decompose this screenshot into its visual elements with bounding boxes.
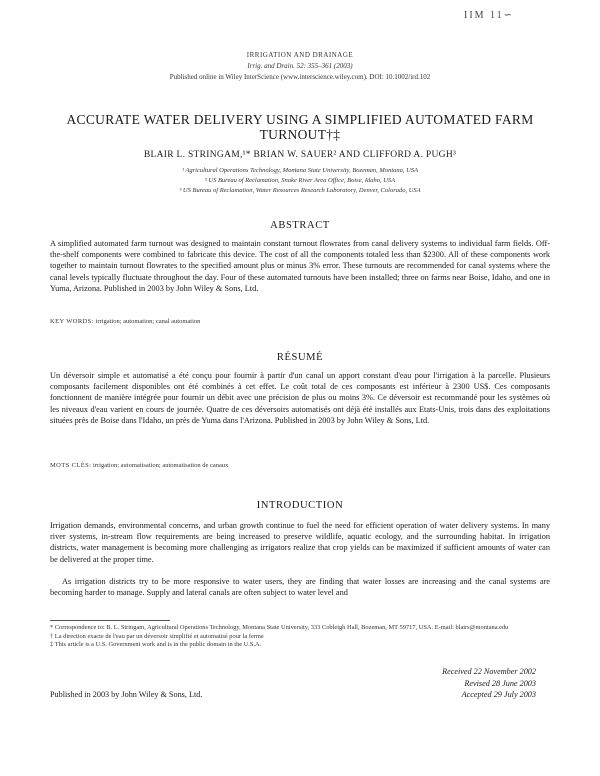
- footnote-double-dagger: ‡ This article is a U.S. Government work and is in the public domain in the U.S.A.: [50, 641, 262, 649]
- journal-name: IRRIGATION AND DRAINAGE: [246, 51, 354, 59]
- affiliation-3: ³ US Bureau of Reclamation, Water Resources Research Laboratory, Denver, Colorado, USA: [179, 187, 421, 194]
- published-online-line: Published online in Wiley InterScience (www.interscience.wiley.com). DOI: 10.1002/ird.102: [169, 73, 431, 81]
- footnotes: [50, 624, 550, 650]
- date-revised: Revised 28 June 2003: [464, 678, 536, 688]
- footnote-correspondence: * Correspondence to: B. L. Stringam, Agricultural Operations Technology, Montana State University, 333 Cobleigh Hall, Bozeman, MT 59717, USA. E-mail: blairs@montana.edu: [50, 624, 509, 631]
- affiliation-1: ¹ Agricultural Operations Technology, Montana State University, Bozeman, Montana, USA: [181, 167, 419, 174]
- article-title: ACCURATE WATER DELIVERY USING A SIMPLIFIED AUTOMATED FARM TURNOUT†‡: [66, 112, 534, 142]
- introduction-paragraph-2: As irrigation districts try to be more responsive to water users, they are finding that water losses are increasing and the canal systems are becoming harder to manage. Supply and lateral canals are often subject to water level and: [50, 577, 550, 598]
- resume-text: Un déversoir simple et automatisé a été conçu pour fournir à partir d'un canal un apport constant d'eau pour l'irrigation à la parcelle. Plusieurs composants facilement disponibles ont été combinés à cet effet. Le coût total de ces composants est inférieur à 2300 US$. Ces composants fonctionnent de manière intégrée pour fournir un débit avec une précision de plus ou moins 3%. Ce déversoir est recommandé pour les systèmes où les niveaux d'eau varient en cours de journée. Quatre de ces déversoirs automatisés ont déjà été installés aux Etats-Unis, trois dans des exploitations situées près de Boise dans l'Idaho, un près de Yuma dans l'Arizona. Published in 2003 by John Wiley & Sons, Ltd.: [50, 371, 550, 425]
- affiliation-2: ² US Bureau of Reclamation, Snake River Area Office, Boise, Idaho, USA: [204, 177, 396, 184]
- date-received: Received 22 November 2002: [442, 667, 536, 676]
- abstract-keywords: [50, 318, 550, 325]
- publisher-footer: Published in 2003 by John Wiley & Sons, Ltd.: [50, 690, 203, 699]
- introduction-paragraph-1: Irrigation demands, environmental concerns, and urban growth continue to fuel the need for efficient operation of water delivery systems. In many river systems, in-stream flow requirements are being increased to preserve wildlife, aquatic ecology, and the surrounding habitat. In irrigation districts, water management is becoming more challenging as irrigators realize that crop yields can be maximized if sufficient amounts of water can be delivered at the proper time.: [50, 521, 550, 564]
- resume-heading: RÉSUMÉ: [276, 352, 324, 363]
- footnote-dagger: † La direction exacte de l'eau par un déversoir simplifié et automatisé pour la ferme: [50, 632, 264, 640]
- keywords-text: irrigation; automation; canal automation: [95, 318, 201, 325]
- article-dates: [380, 666, 536, 701]
- affiliations: [60, 166, 540, 196]
- date-accepted: Accepted 29 July 2003: [461, 690, 536, 699]
- introduction-heading: INTRODUCTION: [256, 500, 344, 511]
- resume-keywords: [50, 462, 550, 469]
- journal-header: [60, 50, 540, 83]
- keywords-label: KEY WORDS:: [50, 318, 94, 325]
- mots-cles-label: MOTS CLÉS:: [50, 462, 92, 469]
- author-list: BLAIR L. STRINGAM,¹* BRIAN W. SAUER² AND CLIFFORD A. PUGH³: [143, 150, 457, 160]
- journal-citation: Irrig. and Drain. 52: 355–361 (2003): [247, 62, 353, 70]
- abstract-text: A simplified automated farm turnout was designed to maintain constant turnout flowrates from canal delivery systems to individual farm fields. Off-the-shelf components were combined to fabricate this device. The cost of all the components totaled less than $2300. All of these components work together to maintain turnout flowrates to the specified amount plus or minus 3% error. These turnouts are recommended for canal systems where the canal levels typically fluctuate throughout the day. Four of these automated turnouts have been installed; three on farms near Boise, Idaho, and one in Yuma, Arizona. Published in 2003 by John Wiley & Sons, Ltd.: [50, 239, 550, 293]
- footnote-divider: [50, 620, 170, 621]
- mots-cles-text: irrigation; automatisation; automatisation de canaux: [93, 462, 229, 469]
- page-number-mark: IIM 11∽: [464, 10, 515, 21]
- abstract-heading: ABSTRACT: [270, 220, 330, 231]
